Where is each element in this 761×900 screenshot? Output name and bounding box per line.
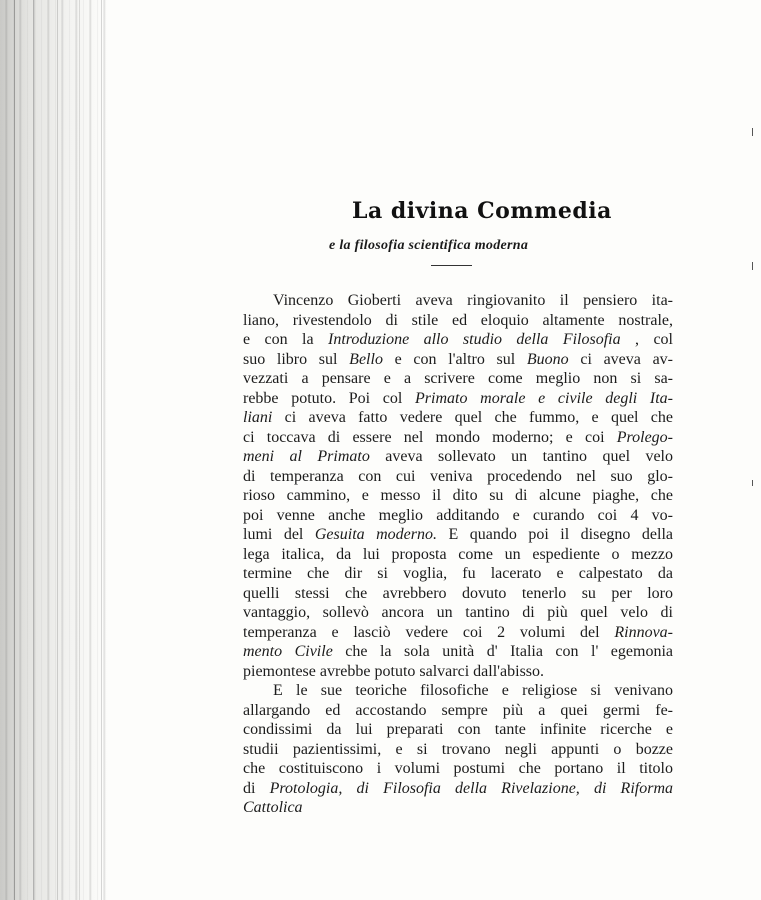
text-segment: E le sue teoriche filosofiche e religiose si venivano <box>273 682 673 699</box>
italic-text: Primato morale e civile degli Ita- <box>415 389 674 407</box>
text-segment: che la sola unità d' Italia con l' egemonia <box>332 643 674 660</box>
text-line <box>243 701 673 721</box>
text-segment: e con l'altro sul <box>382 350 527 368</box>
text-segment: rebbe potuto. Poi col <box>243 389 416 407</box>
text-segment: che costituiscono i volumi postumi che portano il titolo <box>243 760 673 777</box>
margin-mark <box>752 128 753 136</box>
text-segment: lega italica, da lui proposta come un espediente o mezzo <box>243 545 673 563</box>
text-line <box>243 740 673 760</box>
text-line <box>243 291 673 311</box>
text-line <box>243 486 673 506</box>
text-segment: vantaggio, sollevò ancora un tantino di più quel velo di <box>243 604 673 621</box>
italic-text: Bello <box>349 350 383 368</box>
text-segment: poi venne anche meglio additando e curando coi 4 vo- <box>243 506 673 524</box>
text-segment: vezzati a pensare e a scrivere come meglio non si sa- <box>243 370 673 387</box>
paragraph-1 <box>243 291 673 681</box>
text-segment: rioso cammino, e messo il dito su di alcune piaghe, che <box>243 487 673 504</box>
text-segment: termine che dir si voglia, fu lacerato e calpestato da <box>243 565 673 582</box>
body-text <box>243 291 673 818</box>
text-segment: liano, rivestendolo di stile ed eloquio altamente nostrale, <box>243 311 673 329</box>
text-line <box>243 662 673 682</box>
text-segment: temperanza e lasciò vedere coi 2 volumi del <box>243 623 615 641</box>
page-subtitle: e la filosofia scientifica moderna <box>329 238 529 253</box>
italic-text: Prolego- <box>616 428 673 446</box>
text-segment: suo libro sul <box>243 350 350 368</box>
text-line <box>243 467 673 487</box>
text-line <box>243 311 673 331</box>
text-line <box>243 603 673 623</box>
text-line <box>243 389 673 409</box>
text-line <box>243 506 673 526</box>
title-divider <box>431 265 472 266</box>
italic-text: Cattolica <box>243 799 303 816</box>
text-line <box>243 642 673 662</box>
text-line <box>243 564 673 584</box>
scanned-page-gutter <box>0 0 108 900</box>
text-segment: , col <box>620 331 674 348</box>
text-segment: Vincenzo Gioberti aveva ringiovanito il pensiero ita- <box>273 292 673 309</box>
margin-mark <box>752 480 753 486</box>
text-segment: E quando poi il disegno della <box>437 526 674 543</box>
text-line <box>243 681 673 701</box>
text-line <box>243 428 673 448</box>
italic-text: Buono <box>526 350 569 368</box>
text-line <box>243 759 673 779</box>
text-line <box>243 369 673 389</box>
italic-text: liani <box>243 409 273 426</box>
paragraph-2 <box>243 681 673 818</box>
margin-mark <box>752 262 753 270</box>
text-line <box>243 330 673 350</box>
text-segment: ci aveva fatto vedere quel che fummo, e quel che <box>272 409 673 426</box>
text-line <box>243 525 673 545</box>
text-segment: di <box>243 779 270 797</box>
text-line <box>243 779 673 799</box>
text-segment: aveva sollevato un tantino quel velo <box>369 448 673 465</box>
text-line <box>243 720 673 740</box>
italic-text: Gesuita moderno. <box>314 526 438 543</box>
text-segment: e con la <box>243 331 328 348</box>
italic-text: Introduzione allo studio della Filosofia <box>328 331 621 348</box>
italic-text: meni al Primato <box>243 448 370 465</box>
italic-text: Protologia, di Filosofia della Rivelazione, di Riforma <box>269 779 673 797</box>
text-line <box>243 798 673 818</box>
text-segment: condissimi da lui preparati con tante infinite ricerche e <box>243 721 673 738</box>
text-line <box>243 408 673 428</box>
text-segment: piemontese avrebbe potuto salvarci dall'abisso. <box>243 662 545 680</box>
text-line <box>243 584 673 604</box>
text-segment: quelli stessi che avrebbero dovuto tenerlo su per loro <box>243 584 673 602</box>
text-segment: allargando ed accostando sempre più a quei germi fe- <box>243 701 673 719</box>
text-line <box>243 623 673 643</box>
text-line <box>243 447 673 467</box>
text-line <box>243 545 673 565</box>
text-segment: ci aveva av- <box>568 350 674 368</box>
text-segment: lumi del <box>243 526 315 543</box>
italic-text: Rinnova- <box>614 623 673 641</box>
text-line <box>243 350 673 370</box>
text-segment: di temperanza con cui veniva procedendo nel suo glo- <box>243 467 673 485</box>
text-segment: ci toccava di essere nel mondo moderno; e coi <box>243 428 617 446</box>
page-title: La divina Commedia <box>352 198 612 224</box>
italic-text: mento Civile <box>243 643 333 660</box>
text-segment: studii pazientissimi, e si trovano negli appunti o bozze <box>243 740 673 758</box>
